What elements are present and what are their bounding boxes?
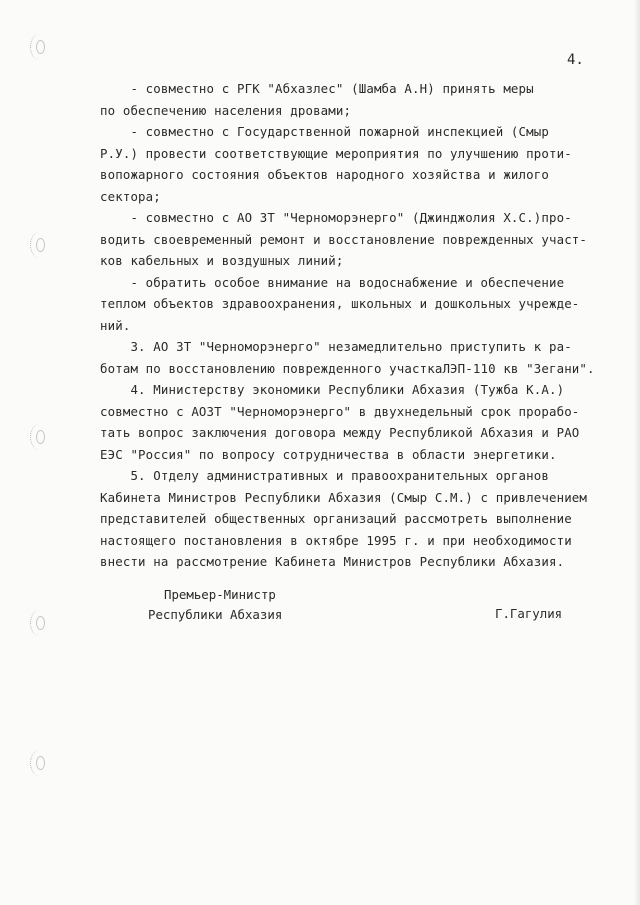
document-line: Р.У.) провести соответствующие мероприятия по улучшению проти- xyxy=(100,145,572,161)
document-body xyxy=(100,78,615,573)
document-line: внести на рассмотрение Кабинета Министров Республики Абхазия. xyxy=(100,554,565,569)
binder-hole-mark xyxy=(30,232,49,258)
binder-hole-mark xyxy=(30,34,49,60)
document-line: - совместно с АО ЗТ "Черноморэнерго" (Джинджолия Х.С.)про- xyxy=(100,210,572,225)
document-line: сектора; xyxy=(100,188,161,204)
binder-hole-mark xyxy=(30,750,49,776)
document-line: вопожарного состояния объектов народного хозяйства и жилого xyxy=(100,167,549,182)
binder-hole-mark xyxy=(30,610,49,636)
document-line: Кабинета Министров Республики Абхазия (Смыр С.М.) с привлечением xyxy=(100,489,588,505)
document-line: теплом объектов здравоохранения, школьных и дошкольных учрежде- xyxy=(100,296,580,311)
document-line: водить своевременный ремонт и восстановление поврежденных участ- xyxy=(100,231,588,247)
binder-hole-mark xyxy=(30,424,49,450)
document-line: - обратить особое внимание на водоснабжение и обеспечение xyxy=(100,274,565,290)
document-line: тать вопрос заключения договора между Республикой Абхазия и РАО xyxy=(100,425,580,440)
document-line: ботам по восстановлению поврежденного участкаЛЭП-110 кв "Зегани". xyxy=(100,360,595,376)
document-line: представителей общественных организаций рассмотреть выполнение xyxy=(100,511,572,526)
signature-title-line: Премьер-Министр xyxy=(164,587,276,602)
document-line: настоящего постановления в октябре 1995 г. и при необходимости xyxy=(100,532,572,548)
document-line: по обеспечению населения дровами; xyxy=(100,102,352,118)
document-line: 4. Министерству экономики Республики Абхазия (Тужба К.А.) xyxy=(100,382,565,397)
page-edge xyxy=(634,0,640,905)
document-line: ков кабельных и воздушных линий; xyxy=(100,253,344,268)
signature-title xyxy=(148,585,282,625)
page-number: 4. xyxy=(567,52,584,68)
document-line: - совместно с Государственной пожарной инспекцией (Смыр xyxy=(100,124,549,139)
document-line: ний. xyxy=(100,317,131,333)
document-line: совместно с АОЗТ "Черноморэнерго" в двухнедельный срок прорабо- xyxy=(100,403,580,419)
document-line: 5. Отделу административных и правоохранительных органов xyxy=(100,468,549,483)
signature-title-line: Республики Абхазия xyxy=(148,607,283,622)
document-line: 3. АО ЗТ "Черноморэнерго" незамедлительно приступить к ра- xyxy=(100,339,572,354)
document-line: - совместно с РГК "Абхазлес" (Шамба А.Н) принять меры xyxy=(100,81,534,96)
document-line: ЕЭС "Россия" по вопросу сотрудничества в области энергетики. xyxy=(100,446,557,462)
signatory-name: Г.Гагулия xyxy=(495,606,563,621)
